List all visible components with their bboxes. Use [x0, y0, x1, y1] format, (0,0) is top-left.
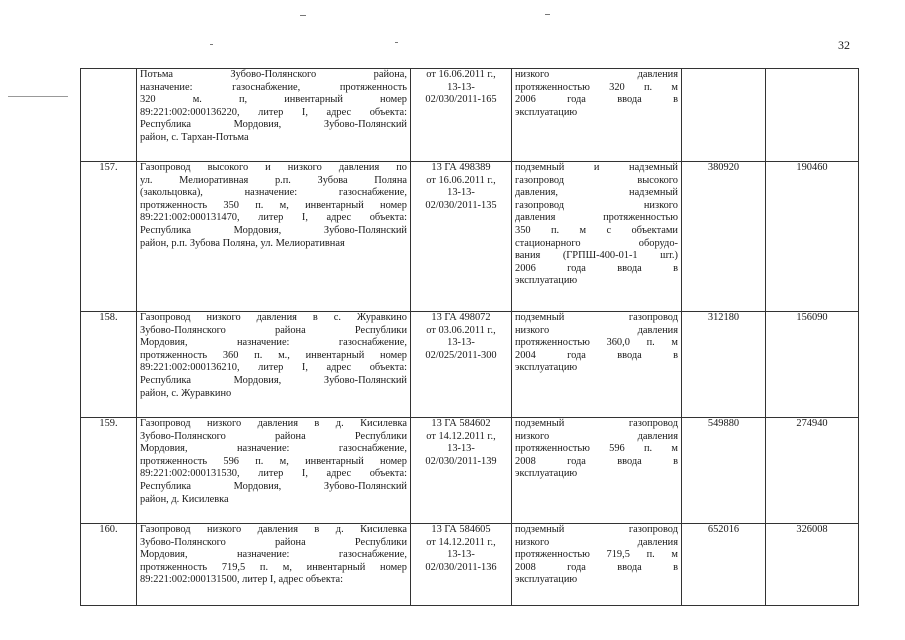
reg-line: 13-13- [447, 549, 475, 561]
table-row [81, 69, 859, 162]
chars-line: 2006 года ввода в [515, 94, 678, 106]
table-row [81, 524, 859, 606]
chars-line: 2006 года ввода в [515, 262, 678, 274]
value-cell-1: 652016 [682, 524, 766, 606]
value-cell-1: 549880 [682, 418, 766, 524]
scan-mark [300, 15, 306, 16]
chars-line: протяженностью 320 п. м [515, 81, 678, 93]
chars-line: подземный газопровод [515, 524, 678, 535]
chars-line: низкого давления [515, 430, 678, 442]
desc-line: Мордовия, назначение: газоснабжение, [140, 337, 407, 349]
object-description [137, 418, 411, 524]
row-number: 159. [81, 418, 137, 524]
chars-line: 2008 года ввода в [515, 561, 678, 573]
desc-line: Потьма Зубово-Полянского района, [140, 69, 407, 80]
desc-line: район, д. Кисилевка [140, 493, 229, 505]
registration-record [411, 69, 512, 162]
registration-record [411, 312, 512, 418]
desc-line: 89:221:002:000131470, литер I, адрес объекта: [140, 212, 407, 224]
value-cell-1: 312180 [682, 312, 766, 418]
desc-line: Зубово-Полянского района Республики [140, 430, 407, 442]
value-cell-2: 156090 [766, 312, 859, 418]
desc-line: ул. Мелиоративная р.п. Зубова Поляна [140, 174, 407, 186]
object-description [137, 69, 411, 162]
row-number: 158. [81, 312, 137, 418]
row-number: 157. [81, 162, 137, 312]
object-characteristics [512, 524, 682, 606]
desc-line: протяженность 350 п. м, инвентарный номер [140, 199, 407, 211]
reg-line: 02/030/2011-135 [425, 199, 497, 211]
reg-line: от 16.06.2011 г., [426, 174, 496, 186]
chars-line: низкого давления [515, 69, 678, 80]
reg-line: от 14.12.2011 г., [426, 536, 496, 548]
chars-line: давления протяженностью [515, 212, 678, 224]
desc-line: Республика Мордовия, Зубово-Полянский [140, 374, 407, 386]
desc-line: Республика Мордовия, Зубово-Полянский [140, 224, 407, 236]
chars-line: газопровод низкого [515, 199, 678, 211]
scan-mark [395, 42, 398, 43]
scan-mark [210, 44, 213, 45]
chars-line: эксплуатацию [515, 275, 578, 287]
desc-line: протяженность 719,5 п. м, инвентарный номер [140, 561, 407, 573]
chars-line: давления, надземный [515, 187, 678, 199]
reg-line: 13 ГА 584605 [431, 524, 491, 535]
desc-line: Газопровод высокого и низкого давления по [140, 162, 407, 173]
desc-line: район, с. Тархан-Потьма [140, 131, 249, 143]
value-cell-1: 380920 [682, 162, 766, 312]
chars-line: эксплуатацию [515, 106, 578, 118]
reg-line: 02/030/2011-139 [425, 455, 497, 467]
desc-line: протяженность 360 п. м., инвентарный номер [140, 349, 407, 361]
desc-line: Зубово-Полянского района Республики [140, 324, 407, 336]
value-cell-2: 326008 [766, 524, 859, 606]
desc-line: 89:221:002:000131500, литер I, адрес объекта: [140, 574, 343, 586]
desc-line: район, р.п. Зубова Поляна, ул. Мелиоративная [140, 237, 345, 249]
page-number: 32 [838, 38, 850, 52]
chars-line: вания (ГРПШ-400-01-1 шт.) [515, 250, 678, 262]
object-description [137, 162, 411, 312]
reg-line: 13 ГА 498389 [431, 162, 491, 173]
desc-line: Зубово-Полянского района Республики [140, 536, 407, 548]
row-number: 160. [81, 524, 137, 606]
desc-line: Республика Мордовия, Зубово-Полянский [140, 480, 407, 492]
chars-line: низкого давления [515, 324, 678, 336]
registration-record [411, 162, 512, 312]
table-row [81, 312, 859, 418]
object-characteristics [512, 162, 682, 312]
desc-line: (закольцовка), назначение: газоснабжение, [140, 187, 407, 199]
chars-line: стационарного оборудо- [515, 237, 678, 249]
desc-line: 89:221:002:000136220, литер I, адрес объекта: [140, 106, 407, 118]
desc-line: 89:221:002:000131530, литер I, адрес объекта: [140, 468, 407, 480]
desc-line: Газопровод низкого давления в д. Кисилевка [140, 524, 407, 535]
chars-line: протяженностью 719,5 п. м [515, 549, 678, 561]
desc-line: Газопровод низкого давления в с. Журавкино [140, 312, 407, 323]
value-cell-1 [682, 69, 766, 162]
object-characteristics [512, 312, 682, 418]
object-characteristics [512, 418, 682, 524]
reg-line: 13-13- [447, 187, 475, 199]
chars-line: эксплуатацию [515, 362, 578, 374]
desc-line: 320 м. п, инвентарный номер [140, 94, 407, 106]
chars-line: низкого давления [515, 536, 678, 548]
table-row [81, 418, 859, 524]
reg-line: 13-13- [447, 81, 475, 93]
desc-line: Мордовия, назначение: газоснабжение, [140, 549, 407, 561]
chars-line: подземный и надземный [515, 162, 678, 173]
chars-line: 2008 года ввода в [515, 455, 678, 467]
desc-line: район, с. Журавкино [140, 387, 232, 399]
value-cell-2: 190460 [766, 162, 859, 312]
object-characteristics [512, 69, 682, 162]
object-description [137, 312, 411, 418]
value-cell-2 [766, 69, 859, 162]
chars-line: подземный газопровод [515, 418, 678, 429]
reg-line: 13 ГА 498072 [431, 312, 491, 323]
desc-line: Мордовия, назначение: газоснабжение, [140, 443, 407, 455]
scan-mark [8, 96, 68, 97]
chars-line: 350 п. м с объектами [515, 224, 678, 236]
reg-line: от 16.06.2011 г., [426, 69, 496, 80]
reg-line: от 03.06.2011 г., [426, 324, 496, 336]
reg-line: 02/025/2011-300 [425, 349, 497, 361]
reg-line: 02/030/2011-136 [425, 561, 497, 573]
row-number [81, 69, 137, 162]
reg-line: 13 ГА 584602 [431, 418, 491, 429]
chars-line: протяженностью 596 п. м [515, 443, 678, 455]
chars-line: эксплуатацию [515, 574, 578, 586]
desc-line: Газопровод низкого давления в д. Кисилевка [140, 418, 407, 429]
chars-line: газопровод высокого [515, 174, 678, 186]
table-row [81, 162, 859, 312]
desc-line: Республика Мордовия, Зубово-Полянский [140, 119, 407, 131]
chars-line: эксплуатацию [515, 468, 578, 480]
reg-line: 13-13- [447, 337, 475, 349]
registry-table [80, 68, 859, 606]
scan-mark [545, 14, 550, 15]
chars-line: 2004 года ввода в [515, 349, 678, 361]
registration-record [411, 418, 512, 524]
value-cell-2: 274940 [766, 418, 859, 524]
reg-line: от 14.12.2011 г., [426, 430, 496, 442]
desc-line: 89:221:002:000136210, литер I, адрес объекта: [140, 362, 407, 374]
desc-line: назначение: газоснабжение, протяженность [140, 81, 407, 93]
desc-line: протяженность 596 п. м, инвентарный номер [140, 455, 407, 467]
reg-line: 02/030/2011-165 [425, 94, 497, 106]
chars-line: протяженностью 360,0 п. м [515, 337, 678, 349]
reg-line: 13-13- [447, 443, 475, 455]
object-description [137, 524, 411, 606]
chars-line: подземный газопровод [515, 312, 678, 323]
registration-record [411, 524, 512, 606]
